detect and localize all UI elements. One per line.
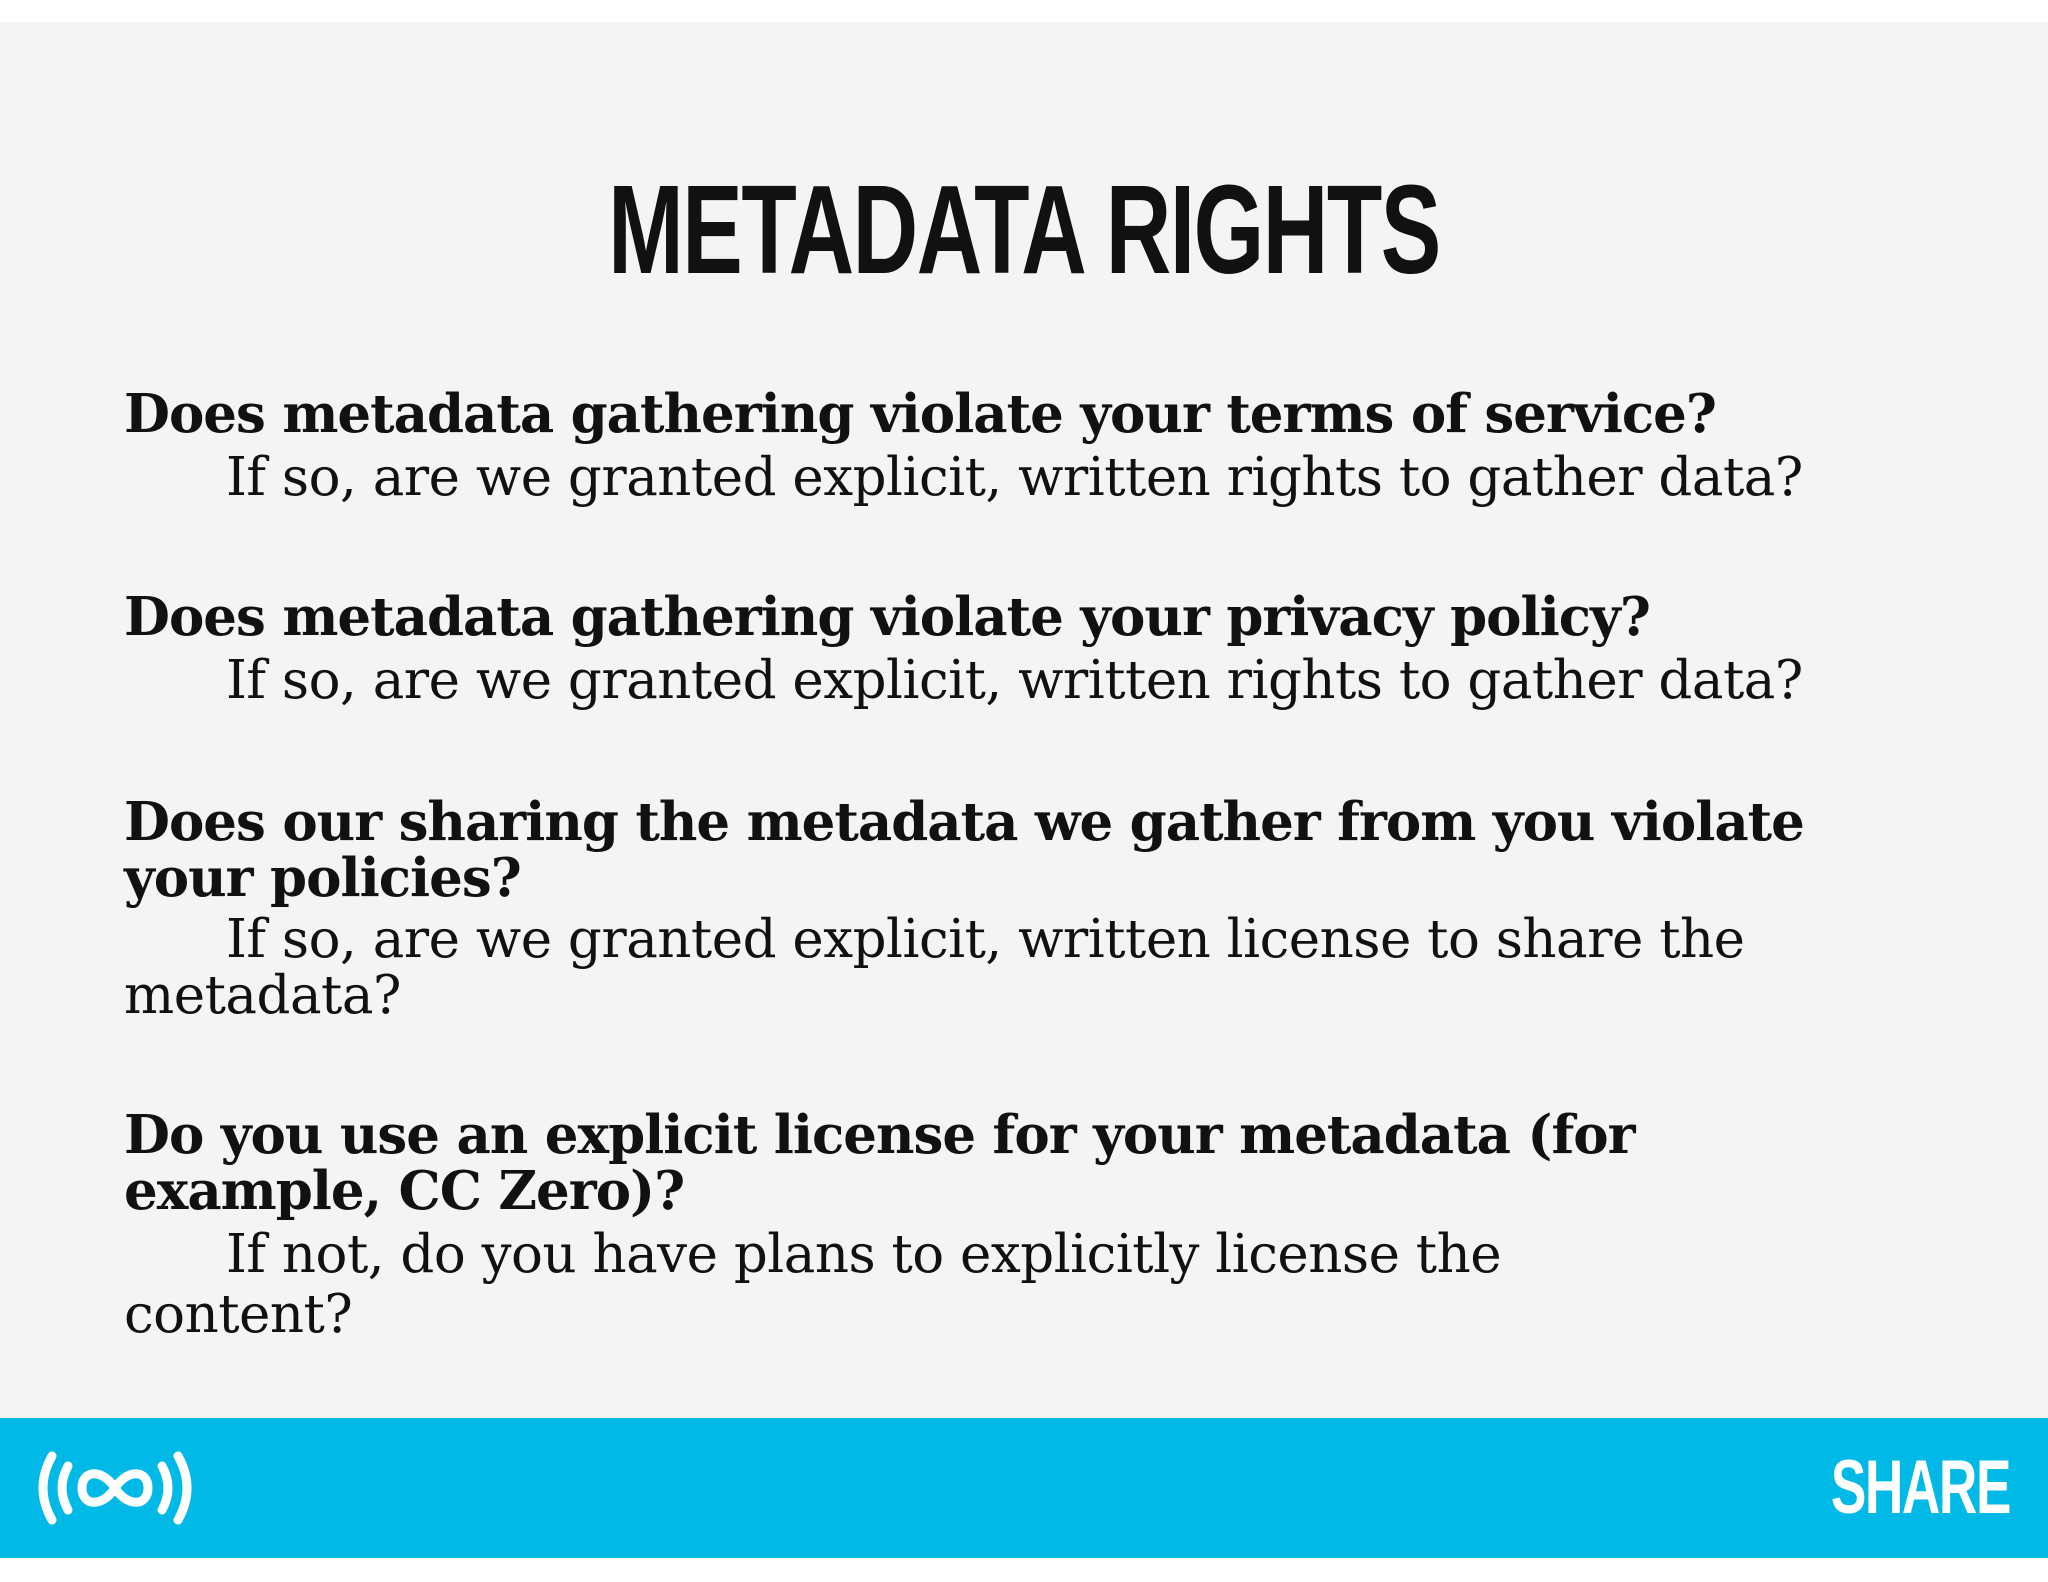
question-text: Does metadata gathering violate your terms of service? <box>124 383 1716 445</box>
question-text: Does metadata gathering violate your privacy policy? <box>124 586 1650 648</box>
slide <box>0 22 2048 1418</box>
footer-bar <box>0 1418 2048 1558</box>
brand-wordmark: SHARE <box>1830 1445 2010 1530</box>
answer-text: If not, do you have plans to explicitly license the content? <box>124 1224 1502 1345</box>
answer-text: If so, are we granted explicit, written license to share the metadata? <box>124 909 1745 1026</box>
answer-text: If so, are we granted explicit, written rights to gather data? <box>226 447 1803 508</box>
question-block-4 <box>124 1104 1744 1345</box>
question-block-3 <box>124 791 1864 1026</box>
share-logo-icon <box>30 1446 200 1530</box>
question-block-1 <box>124 383 1924 508</box>
bottom-margin <box>0 1558 2048 1582</box>
answer-text: If so, are we granted explicit, written rights to gather data? <box>226 650 1803 711</box>
slide-title: METADATA RIGHTS <box>608 159 1440 300</box>
question-text: Does our sharing the metadata we gather from you violate your policies? <box>124 791 1804 909</box>
question-text: Do you use an explicit license for your metadata (for example, CC Zero)? <box>124 1104 1635 1222</box>
question-block-2 <box>124 586 1924 711</box>
